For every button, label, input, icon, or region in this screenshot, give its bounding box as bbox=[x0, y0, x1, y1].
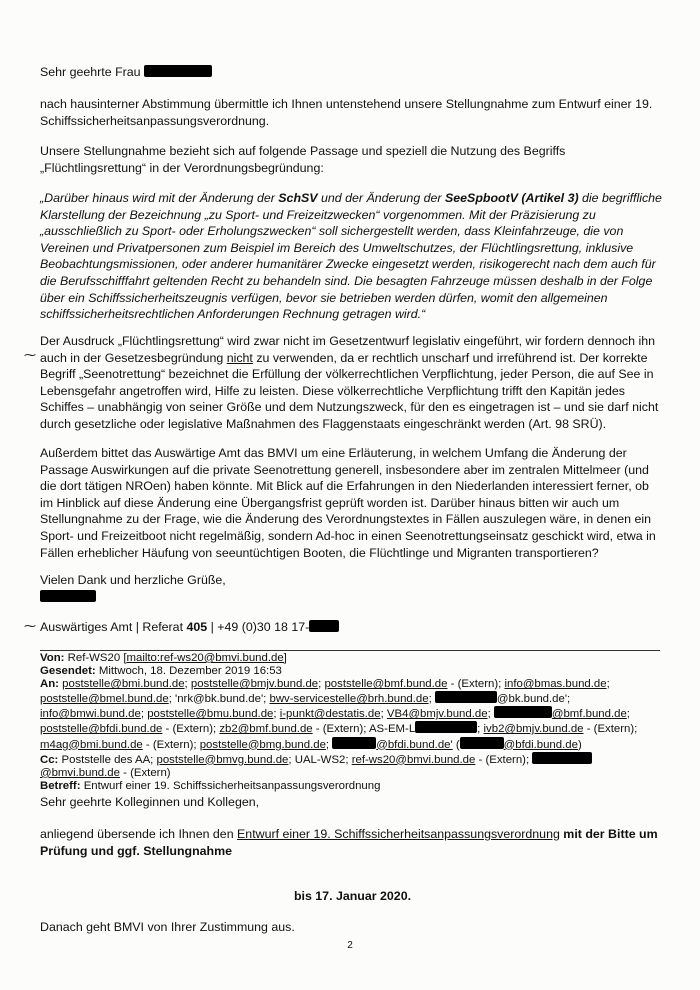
email-link[interactable]: poststelle@bmvg.bund.de bbox=[156, 753, 289, 766]
email-link[interactable]: bwv-servicestelle@brh.bund.de bbox=[269, 693, 429, 706]
redaction bbox=[460, 737, 504, 749]
email-header bbox=[40, 652, 665, 793]
email-link[interactable]: @bfdi.bund.de' bbox=[376, 738, 453, 751]
email-link[interactable]: @bfdi.bund.de bbox=[503, 738, 578, 751]
redaction bbox=[332, 737, 376, 749]
request-paragraph: Außerdem bittet das Auswärtige Amt das BMVI um eine Erläuterung, in welchem Umfang die Änderung der Passage Auswirkungen auf die private Seenotrettung generell, insbesondere aber im zentralen Mittelmeer (und die dort tätigen NROen) haben könnte. Mit Blick auf die Erfahrungen in den Niederlanden interessiert ferner, ob im Hinblick auf diese Änderung eine Übergangsfrist geprüft worden ist. Darüber hinaus bitten wir auch um Stellungnahme zu der Frage, wie die Änderung des Verordnungstextes in Fällen auszulegen wäre, in denen ein Sport- und Freizeitboot nicht regelmäßig, sondern Ad-hoc in einen Seenotrettungseinsatz geschickt wird, etwa in Fällen erheblicher Häufung von seeuntüchtigen Booten, die Flüchtlinge und Migranten transportieren? bbox=[40, 446, 656, 560]
from-line: Von: Ref-WS20 [mailto:ref-ws20@bmvi.bund.de] bbox=[40, 652, 287, 664]
redaction bbox=[435, 691, 497, 703]
email-link[interactable]: info@bmas.bund.de bbox=[504, 678, 607, 691]
email-link[interactable]: m4ag@bmi.bund.de bbox=[40, 738, 143, 751]
email-link[interactable]: @bmvi.bund.de bbox=[40, 766, 120, 779]
margin-mark: ⁓ bbox=[24, 619, 36, 633]
draft-link[interactable]: Entwurf einer 19. Schiffssicherheitsanpassungsverordnung bbox=[237, 827, 560, 841]
sent-line: Gesendet: Mittwoch, 18. Dezember 2019 16:53 bbox=[40, 665, 282, 678]
email-greeting: Sehr geehrte Kolleginnen und Kollegen, bbox=[40, 795, 260, 809]
signature-line: Auswärtiges Amt | Referat 405 | +49 (0)30 18 17- bbox=[40, 619, 665, 636]
redaction bbox=[494, 706, 552, 718]
email-link[interactable]: poststelle@bmg.bund.de bbox=[199, 738, 326, 751]
email-link[interactable]: poststelle@bmf.bund.de bbox=[324, 678, 448, 691]
deadline: bis 17. Januar 2020. bbox=[293, 889, 412, 903]
margin-mark: ⁓ bbox=[24, 348, 36, 362]
email-link[interactable]: poststelle@bfdi.bund.de bbox=[40, 723, 163, 736]
redaction bbox=[144, 65, 212, 77]
email-link[interactable]: poststelle@bmel.bund.de bbox=[40, 693, 169, 706]
redaction bbox=[415, 721, 477, 733]
email-link[interactable]: info@bmwi.bund.de bbox=[40, 708, 141, 721]
email-link[interactable]: poststelle@bmu.bund.de bbox=[147, 708, 274, 721]
closing: Vielen Dank und herzliche Grüße, bbox=[40, 573, 226, 587]
from-mailto-link[interactable]: [mailto:ref-ws20@bmvi.bund.de] bbox=[123, 652, 287, 664]
greeting: Sehr geehrte Frau bbox=[40, 64, 665, 81]
cc-line: Cc: Poststelle des AA; poststelle@bmvg.bund.de; UAL-WS2; ref-ws20@bmvi.bund.de - (Extern); @bmvi.bund.de - (Extern) bbox=[40, 752, 665, 780]
subject-line: Betreff: Entwurf einer 19. Schiffssicherheitsanpassungsverordnung bbox=[40, 779, 381, 792]
redaction bbox=[40, 590, 96, 602]
email-link[interactable]: @bmf.bund.de bbox=[551, 708, 627, 721]
email-link[interactable]: VB4@bmjv.bund.de bbox=[386, 708, 488, 721]
email-divider bbox=[40, 650, 660, 651]
redaction bbox=[532, 752, 592, 764]
to-line: An: poststelle@bmi.bund.de; poststelle@bmjv.bund.de; poststelle@bmf.bund.de - (Extern); info@bmas.bund.de; poststelle@bmel.bund.de; 'nrk@bk.bund.de'; bwv-servicestelle@brh.bund.de; @bk.bund.de'; info@bmwi.bund.de; poststelle@bmu.bund.de; i-punkt@destatis.de; VB4@bmjv.bund.de; @bmf.bund.de; poststelle@bfdi.bund.de - (Extern); zb2@bmf.bund.de - (Extern); AS-EM-L ; ivb2@bmjv.bund.de - (Extern); m4ag@bmi.bund.de - (Extern); poststelle@bmg.bund.de; @bfdi.bund.de' ( @bfdi.bund.de) bbox=[40, 678, 638, 751]
reference-paragraph: Unsere Stellungnahme bezieht sich auf folgende Passage und speziell die Nutzung des Begriffs „Flüchtlingsrettung“ in der Verordnungsbegründung: bbox=[40, 144, 566, 175]
email-link[interactable]: ref-ws20@bmvi.bund.de bbox=[351, 753, 476, 766]
signature-redaction bbox=[40, 589, 665, 606]
email-link[interactable]: poststelle@bmi.bund.de bbox=[62, 678, 185, 691]
objection-paragraph: Der Ausdruck „Flüchtlingsrettung“ wird zwar nicht im Gesetzentwurf legislativ eingeführt, wir fordern dennoch ihn auch in der Gesetzesbegründung nicht zu verwenden, da er rechtlich unscharf und irreführend ist. Der korrekte Begriff „Seenotrettung“ bezeichnet die Erfüllung der völkerrechtlichen Verpflichtung, jeder Person, die auf See in Lebensgefahr angetroffen wird, Hilfe zu leisten. Diese völkerrechtliche Verpflichtung trifft den Kapitän jedes Schiffes – unabhängig von seiner Größe und dem Nutzungszweck, für den es eingetragen ist – und sie darf nicht durch gesetzliche oder legislative Maßnahmen des Flaggenstaats eingeschränkt werden (Art. 98 SRÜ). bbox=[40, 334, 659, 431]
intro-paragraph: nach hausinterner Abstimmung übermittle ich Ihnen untenstehend unsere Stellungnahme zum Entwurf einer 19. Schiffssicherheitsanpassungsverordnung. bbox=[40, 97, 653, 128]
email-link[interactable]: i-punkt@destatis.de bbox=[279, 708, 381, 721]
email-link[interactable]: ivb2@bmjv.bund.de bbox=[483, 723, 584, 736]
email-link[interactable]: poststelle@bmjv.bund.de bbox=[190, 678, 319, 691]
page-number: 2 bbox=[347, 940, 353, 951]
redaction bbox=[309, 620, 339, 632]
email-body-paragraph: anliegend übersende ich Ihnen den Entwurf einer 19. Schiffssicherheitsanpassungsverordnung mit der Bitte um Prüfung und ggf. Stellungnahme bbox=[40, 827, 658, 858]
quoted-passage: „Darüber hinaus wird mit der Änderung der SchSV und der Änderung der SeeSpbootV (Artikel 3) die begriffliche Klarstellung der Bezeichnung „zu Sport- und Freizeitzwecken“ vorgenommen. Mit der Präzisierung zu „ausschließlich zu Sport- oder Erholungszwecken“ soll sichergestellt werden, dass Kleinfahrzeuge, die von Vereinen und Privatpersonen zum Beispiel im Bereich des Umweltschutzes, der Flüchtlingsrettung, inklusive Beobachtungsmissionen, oder anderer humanitärer Zwecke eingesetzt werden, risikogerecht nach dem auch für die Berufsschifffahrt geltenden Recht zu behandeln sind. Die besagten Fahrzeuge müssen deshalb in der Folge über ein Schiffssicherheitszeugnis verfügen, bevor sie betrieben werden dürfen, womit den allgemeinen schiffssicherheitsrechtlichen Anforderungen Rechnung getragen wird.“ bbox=[40, 191, 662, 322]
email-closing-sentence: Danach geht BMVI von Ihrer Zustimmung aus. bbox=[40, 920, 295, 934]
email-link[interactable]: zb2@bmf.bund.de bbox=[219, 723, 313, 736]
